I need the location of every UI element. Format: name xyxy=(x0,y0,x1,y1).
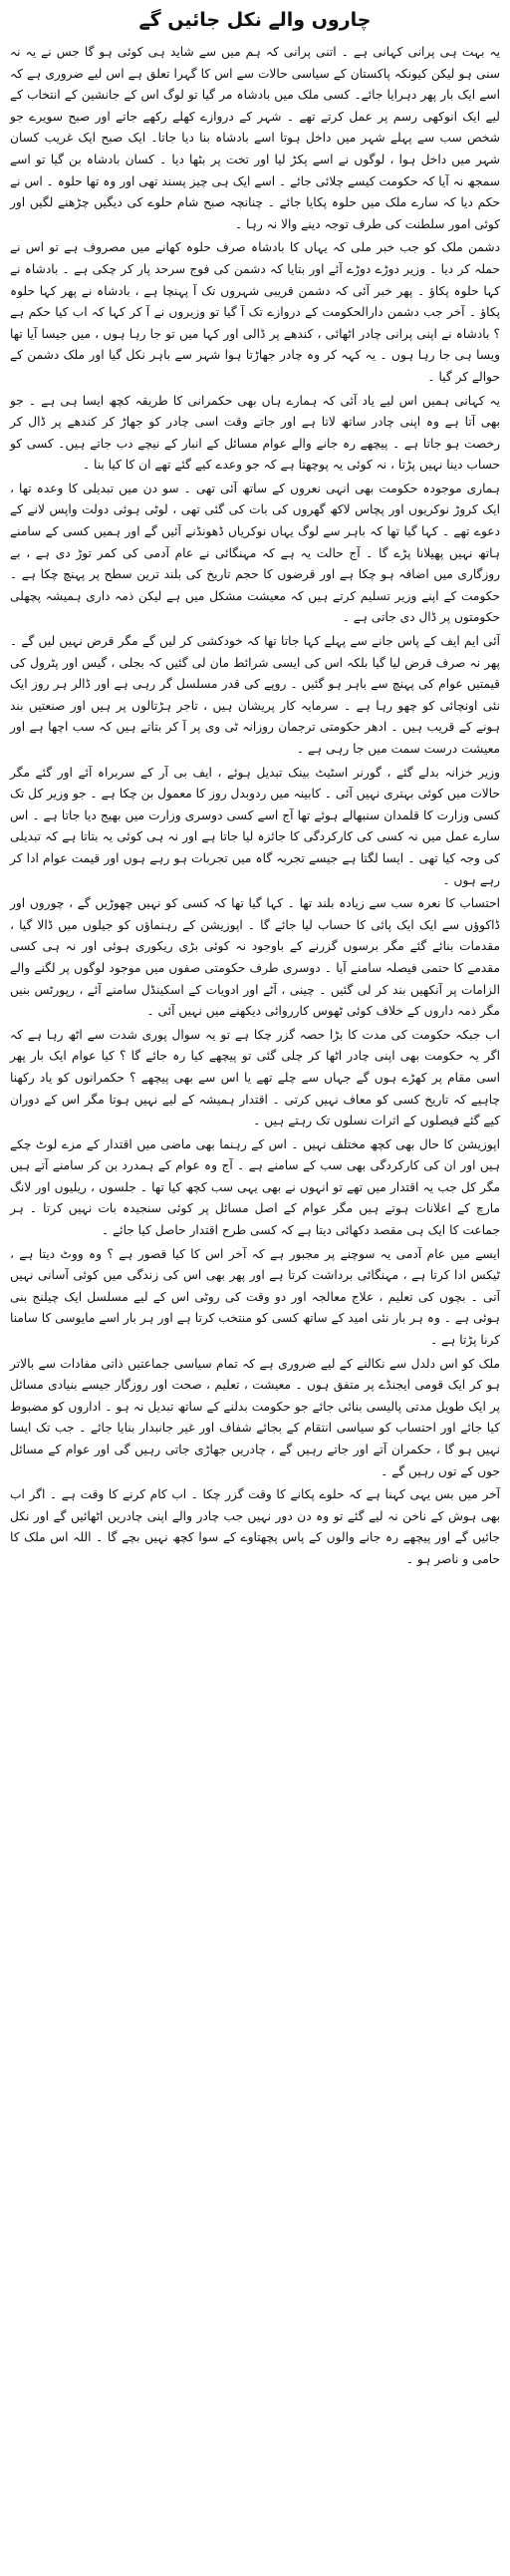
article-paragraph: ہماری موجودہ حکومت بھی انہی نعروں کے ساتھ آئی تھی ۔ سو دن میں تبدیلی کا وعدہ تھا ، ایک کروڑ نوکریوں اور پچاس لاکھ گھروں کی بات کی گئی تھی ، لوٹی ہوئی دولت واپس لانے کے دعوے تھے ۔ کہا گیا تھا کہ باہر سے لوگ یہاں نوکریاں ڈھونڈنے آئیں گے اور ہمیں کسی کے سامنے ہاتھ نہیں پھیلانا پڑے گا ۔ آج حالت یہ ہے کہ مہنگائی نے عام آدمی کی کمر توڑ دی ہے ، بے روزگاری میں اضافہ ہو چکا ہے اور قرضوں کا حجم تاریخ کی بلند ترین سطح پر پہنچ چکا ہے ۔ حکومت کے اپنے وزیر تسلیم کرتے ہیں کہ معیشت مشکل میں ہے لیکن ذمہ داری ہمیشہ پچھلی حکومتوں پر ڈال دی جاتی ہے ۔ xyxy=(10,481,500,625)
article-paragraph: دشمن ملک کو جب خبر ملی کہ یہاں کا بادشاہ صرف حلوہ کھانے میں مصروف ہے تو اس نے حملہ کر دیا ۔ وزیر دوڑے دوڑے آئے اور بتایا کہ دشمن کی فوج سرحد پار کر چکی ہے ۔ بادشاہ نے کہا حلوہ پکاؤ ۔ پھر خبر آئی کہ دشمن قریبی شہروں تک آ پہنچا ہے ، بادشاہ نے پھر کہا حلوہ پکاؤ ۔ آخر جب دشمن دارالحکومت کے دروازے تک آ گیا تو وزیروں نے آ کر کہا کہ اب کیا حکم ہے ؟ بادشاہ نے اپنی پرانی چادر اٹھائی ، کندھے پر ڈالی اور کہا میں تو جا رہا ہوں ، میں جیسا آیا تھا ویسا ہی جا رہا ہوں ۔ یہ کہہ کر وہ چادر جھاڑتا ہوا شہر سے باہر نکل گیا اور ملک دشمن کے حوالے کر گیا ۔ xyxy=(10,240,500,384)
article-paragraph: آئی ایم ایف کے پاس جانے سے پہلے کہا جاتا تھا کہ خودکشی کر لیں گے مگر قرض نہیں لیں گے ۔ پھر نہ صرف قرض لیا گیا بلکہ اس کی ایسی شرائط مان لی گئیں کہ بجلی ، گیس اور پٹرول کی قیمتیں عوام کی پہنچ سے باہر ہو گئیں ۔ روپے کی قدر مسلسل گر رہی ہے اور ڈالر ہر روز ایک نئی اونچائی کو چھو رہا ہے ۔ سرمایہ کار پریشان ہیں ، تاجر ہڑتالوں پر ہیں اور صنعتیں بند ہونے کے قریب ہیں ۔ ادھر حکومتی ترجمان روزانہ ٹی وی پر آ کر بتاتے ہیں کہ سب اچھا ہے اور معیشت درست سمت میں جا رہی ہے ۔ xyxy=(10,634,500,756)
article-paragraph: ایسے میں عام آدمی یہ سوچنے پر مجبور ہے کہ آخر اس کا کیا قصور ہے ؟ وہ ووٹ دیتا ہے ، ٹیکس ادا کرتا ہے ، مہنگائی برداشت کرتا ہے اور پھر بھی اس کی زندگی میں کوئی آسانی نہیں آتی ۔ بچوں کی تعلیم ، علاج معالجہ اور دو وقت کی روٹی اس کے لیے مسلسل ایک چیلنج بنی ہوئی ہے ۔ وہ ہر بار نئی امید کے ساتھ کسی کو منتخب کرتا ہے اور ہر بار اسے مایوسی کا سامنا کرنا پڑتا ہے ۔ xyxy=(10,1246,500,1348)
article-paragraph: وزیر خزانہ بدلے گئے ، گورنر اسٹیٹ بینک تبدیل ہوئے ، ایف بی آر کے سربراہ آئے اور گئے مگر حالات میں کوئی بہتری نہیں آئی ۔ کابینہ میں ردوبدل روز کا معمول بن چکا ہے ۔ جو وزیر کل تک کسی وزارت کا قلمدان سنبھالے ہوئے تھا آج اسے کسی دوسری وزارت میں بھیج دیا جاتا ہے ۔ اس سارے عمل میں نہ کسی کی کارکردگی کا جائزہ لیا جاتا ہے اور نہ ہی کوئی یہ بتاتا ہے کہ تبدیلی کی وجہ کیا تھی ۔ ایسا لگتا ہے جیسے تجربہ گاہ میں تجربات ہو رہے ہوں اور قیمت عوام ادا کر رہے ہوں ۔ xyxy=(10,765,500,887)
article-paragraph: احتساب کا نعرہ سب سے زیادہ بلند تھا ۔ کہا گیا تھا کہ کسی کو نہیں چھوڑیں گے ، چوروں اور ڈاکوؤں سے ایک ایک پائی کا حساب لیا جائے گا ۔ اپوزیشن کے رہنماؤں کو جیلوں میں ڈالا گیا ، مقدمات بنائے گئے مگر برسوں گزرنے کے باوجود نہ کوئی بڑی ریکوری ہوئی اور نہ ہی کسی مقدمے کا حتمی فیصلہ سامنے آیا ۔ دوسری طرف حکومتی صفوں میں موجود لوگوں پر لگنے والے الزامات پر آنکھیں بند کر لی گئیں ۔ چینی ، آٹے اور ادویات کے اسکینڈل سامنے آئے ، رپورٹس بنیں مگر ذمہ داروں کے خلاف کوئی ٹھوس کارروائی دیکھنے میں نہیں آئی ۔ xyxy=(10,896,500,1019)
article-paragraph: یہ کہانی ہمیں اس لیے یاد آئی کہ ہمارے ہاں بھی حکمرانی کا طریقہ کچھ ایسا ہی ہے ۔ جو بھی آتا ہے وہ اپنی چادر ساتھ لاتا ہے اور جاتے وقت اسی چادر کو جھاڑ کر کندھے پر ڈال کر رخصت ہو جاتا ہے ۔ پیچھے رہ جانے والے عوام مسائل کے انبار کے نیچے دب جاتے ہیں۔ کسی کو حساب دینا نہیں پڑتا ، نہ کوئی یہ پوچھتا ہے کہ جو وعدے کیے گئے تھے ان کا کیا بنا ۔ xyxy=(10,393,500,473)
article-paragraph: آخر میں بس یہی کہنا ہے کہ حلوے پکانے کا وقت گزر چکا ۔ اب کام کرنے کا وقت ہے ۔ اگر اب بھی ہوش کے ناخن نہ لیے گئے تو وہ دن دور نہیں جب چادر والے اپنی چادریں اٹھائیں گے اور نکل جائیں گے اور پیچھے رہ جانے والوں کے پاس پچھتاوے کے سوا کچھ نہیں بچے گا ۔ اللہ اس ملک کا حامی و ناصر ہو ۔ xyxy=(10,1487,500,1566)
article-body xyxy=(10,42,500,1571)
article-paragraph: اب جبکہ حکومت کی مدت کا بڑا حصہ گزر چکا ہے تو یہ سوال پوری شدت سے اٹھ رہا ہے کہ اگر یہ حکومت بھی اپنی چادر اٹھا کر چلی گئی تو پیچھے کیا رہ جائے گا ؟ کیا عوام ایک بار پھر اسی مقام پر کھڑے ہوں گے جہاں سے چلے تھے یا اس سے بھی پیچھے ؟ حکمرانوں کو یاد رکھنا چاہیے کہ تاریخ کسی کو معاف نہیں کرتی ۔ اقتدار ہمیشہ کے لیے نہیں ہوتا مگر اس کے دوران کیے گئے فیصلوں کے اثرات نسلوں تک رہتے ہیں ۔ xyxy=(10,1027,500,1128)
article-paragraph: اپوزیشن کا حال بھی کچھ مختلف نہیں ۔ اس کے رہنما بھی ماضی میں اقتدار کے مزے لوٹ چکے ہیں اور ان کی کارکردگی بھی سب کے سامنے ہے ۔ آج وہ عوام کے ہمدرد بن کر سامنے آتے ہیں مگر کل جب یہ اقتدار میں تھے تو انہوں نے بھی یہی سب کچھ کیا تھا ۔ جلسوں ، ریلیوں اور لانگ مارچ کے اعلانات ہوتے ہیں مگر عوام کے اصل مسائل پر کوئی سنجیدہ بات نہیں کرتا ۔ ہر جماعت کا ایک ہی مقصد دکھائی دیتا ہے کہ کسی طرح اقتدار حاصل کیا جائے ۔ xyxy=(10,1136,500,1238)
article-paragraph: یہ بہت ہی پرانی کہانی ہے ۔ اتنی پرانی کہ ہم میں سے شاید ہی کوئی ہو گا جس نے یہ نہ سنی ہو لیکن کیونکہ پاکستان کے سیاسی حالات سے اس کا گہرا تعلق ہے اس لیے ضروری ہے کہ اسے ایک بار پھر دہرایا جائے۔ کسی ملک میں بادشاہ مر گیا تو لوگ اس کے جانشین کے انتخاب کے لیے ایک انوکھی رسم پر عمل کرتے تھے ۔ شہر کے دروازے کھلے رکھے جاتے اور صبح سویرے جو شخص سب سے پہلے شہر میں داخل ہوتا اسے بادشاہ بنا دیا جاتا۔ ایک صبح ایک غریب کسان شہر میں داخل ہوا ، لوگوں نے اسے پکڑ لیا اور تخت پر بٹھا دیا ۔ کسان بادشاہ بن گیا تو اسے سمجھ نہ آیا کہ حکومت کیسے چلائی جائے ۔ اسے ایک ہی چیز پسند تھی اور وہ تھا حلوہ ۔ اس نے حکم دیا کہ سارے ملک میں حلوہ پکایا جائے ۔ چنانچہ صبح شام حلوے کی دیگیں چڑھنے لگیں اور کوئی امور سلطنت کی طرف توجہ دینے والا نہ رہا ۔ xyxy=(10,45,500,231)
article-headline: چاروں والے نکل جائیں گے xyxy=(138,9,372,31)
article-paragraph: ملک کو اس دلدل سے نکالنے کے لیے ضروری ہے کہ تمام سیاسی جماعتیں ذاتی مفادات سے بالاتر ہو کر ایک قومی ایجنڈے پر متفق ہوں ۔ معیشت ، تعلیم ، صحت اور روزگار جیسے بنیادی مسائل پر ایک طویل مدتی پالیسی بنائی جائے جو حکومت بدلنے کے ساتھ تبدیل نہ ہو ۔ اداروں کو مضبوط کیا جائے اور احتساب کو سیاسی انتقام کے بجائے شفاف اور غیر جانبدار بنایا جائے ۔ جب تک ایسا نہیں ہو گا ، حکمران آتے اور جاتے رہیں گے ، چادریں جھاڑی جاتی رہیں گی اور عوام کے مسائل جوں کے توں رہیں گے ۔ xyxy=(10,1356,500,1478)
